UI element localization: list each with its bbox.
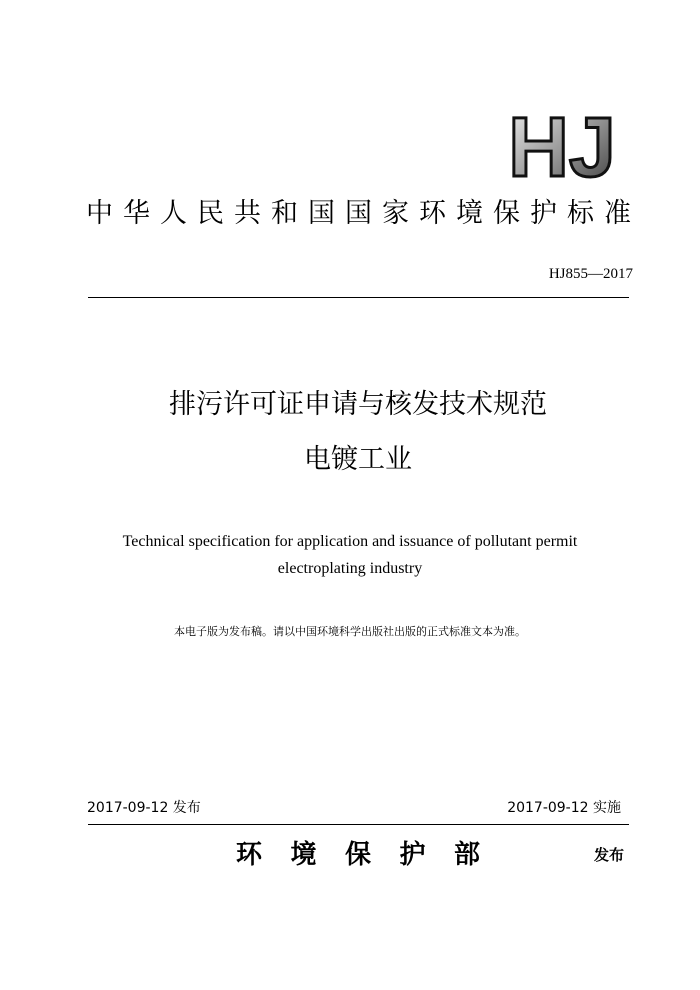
standard-number: HJ855—2017 [548, 266, 633, 282]
title-english-line1: Technical specification for application and issuance of pollutant permit [122, 533, 578, 550]
org-title-char: 人 [160, 198, 187, 229]
org-title-char: 标 [567, 198, 594, 229]
top-divider [88, 297, 629, 298]
org-title-char: 和 [271, 198, 298, 229]
issuer-char: 护 [399, 840, 426, 870]
issued-label: 发布 [593, 846, 624, 864]
org-title-char: 护 [530, 198, 557, 229]
implementation-date: 2017-09-12 实施 [507, 800, 621, 816]
org-title-char: 境 [456, 198, 483, 229]
issuer-char: 环 [236, 840, 263, 870]
org-title-char: 共 [234, 198, 261, 229]
issuer-char: 境 [290, 840, 317, 870]
org-title-char: 国 [308, 198, 335, 229]
org-title [86, 196, 631, 232]
title-chinese-sub: 电镀工业 [304, 444, 412, 475]
svg-text:HJ: HJ [508, 110, 616, 182]
edition-notice: 本电子版为发布稿。请以中国环境科学出版社出版的正式标准文本为准。 [174, 625, 526, 638]
issuer-char: 保 [344, 840, 371, 870]
org-title-char: 准 [604, 198, 631, 229]
org-title-char: 国 [345, 198, 372, 229]
issuer-char: 部 [453, 840, 480, 870]
org-title-char: 家 [382, 198, 409, 229]
hj-logo [500, 110, 624, 182]
org-title-char: 环 [419, 198, 446, 229]
title-english-line2: electroplating industry [277, 560, 423, 577]
org-title-char: 民 [197, 198, 224, 229]
bottom-divider [88, 824, 629, 825]
title-chinese-main: 排污许可证申请与核发技术规范 [169, 389, 547, 420]
org-title-char: 保 [493, 198, 520, 229]
release-date: 2017-09-12 发布 [87, 800, 201, 816]
org-title-char: 中 [86, 198, 113, 229]
org-title-char: 华 [123, 198, 150, 229]
issuing-authority [236, 838, 480, 872]
